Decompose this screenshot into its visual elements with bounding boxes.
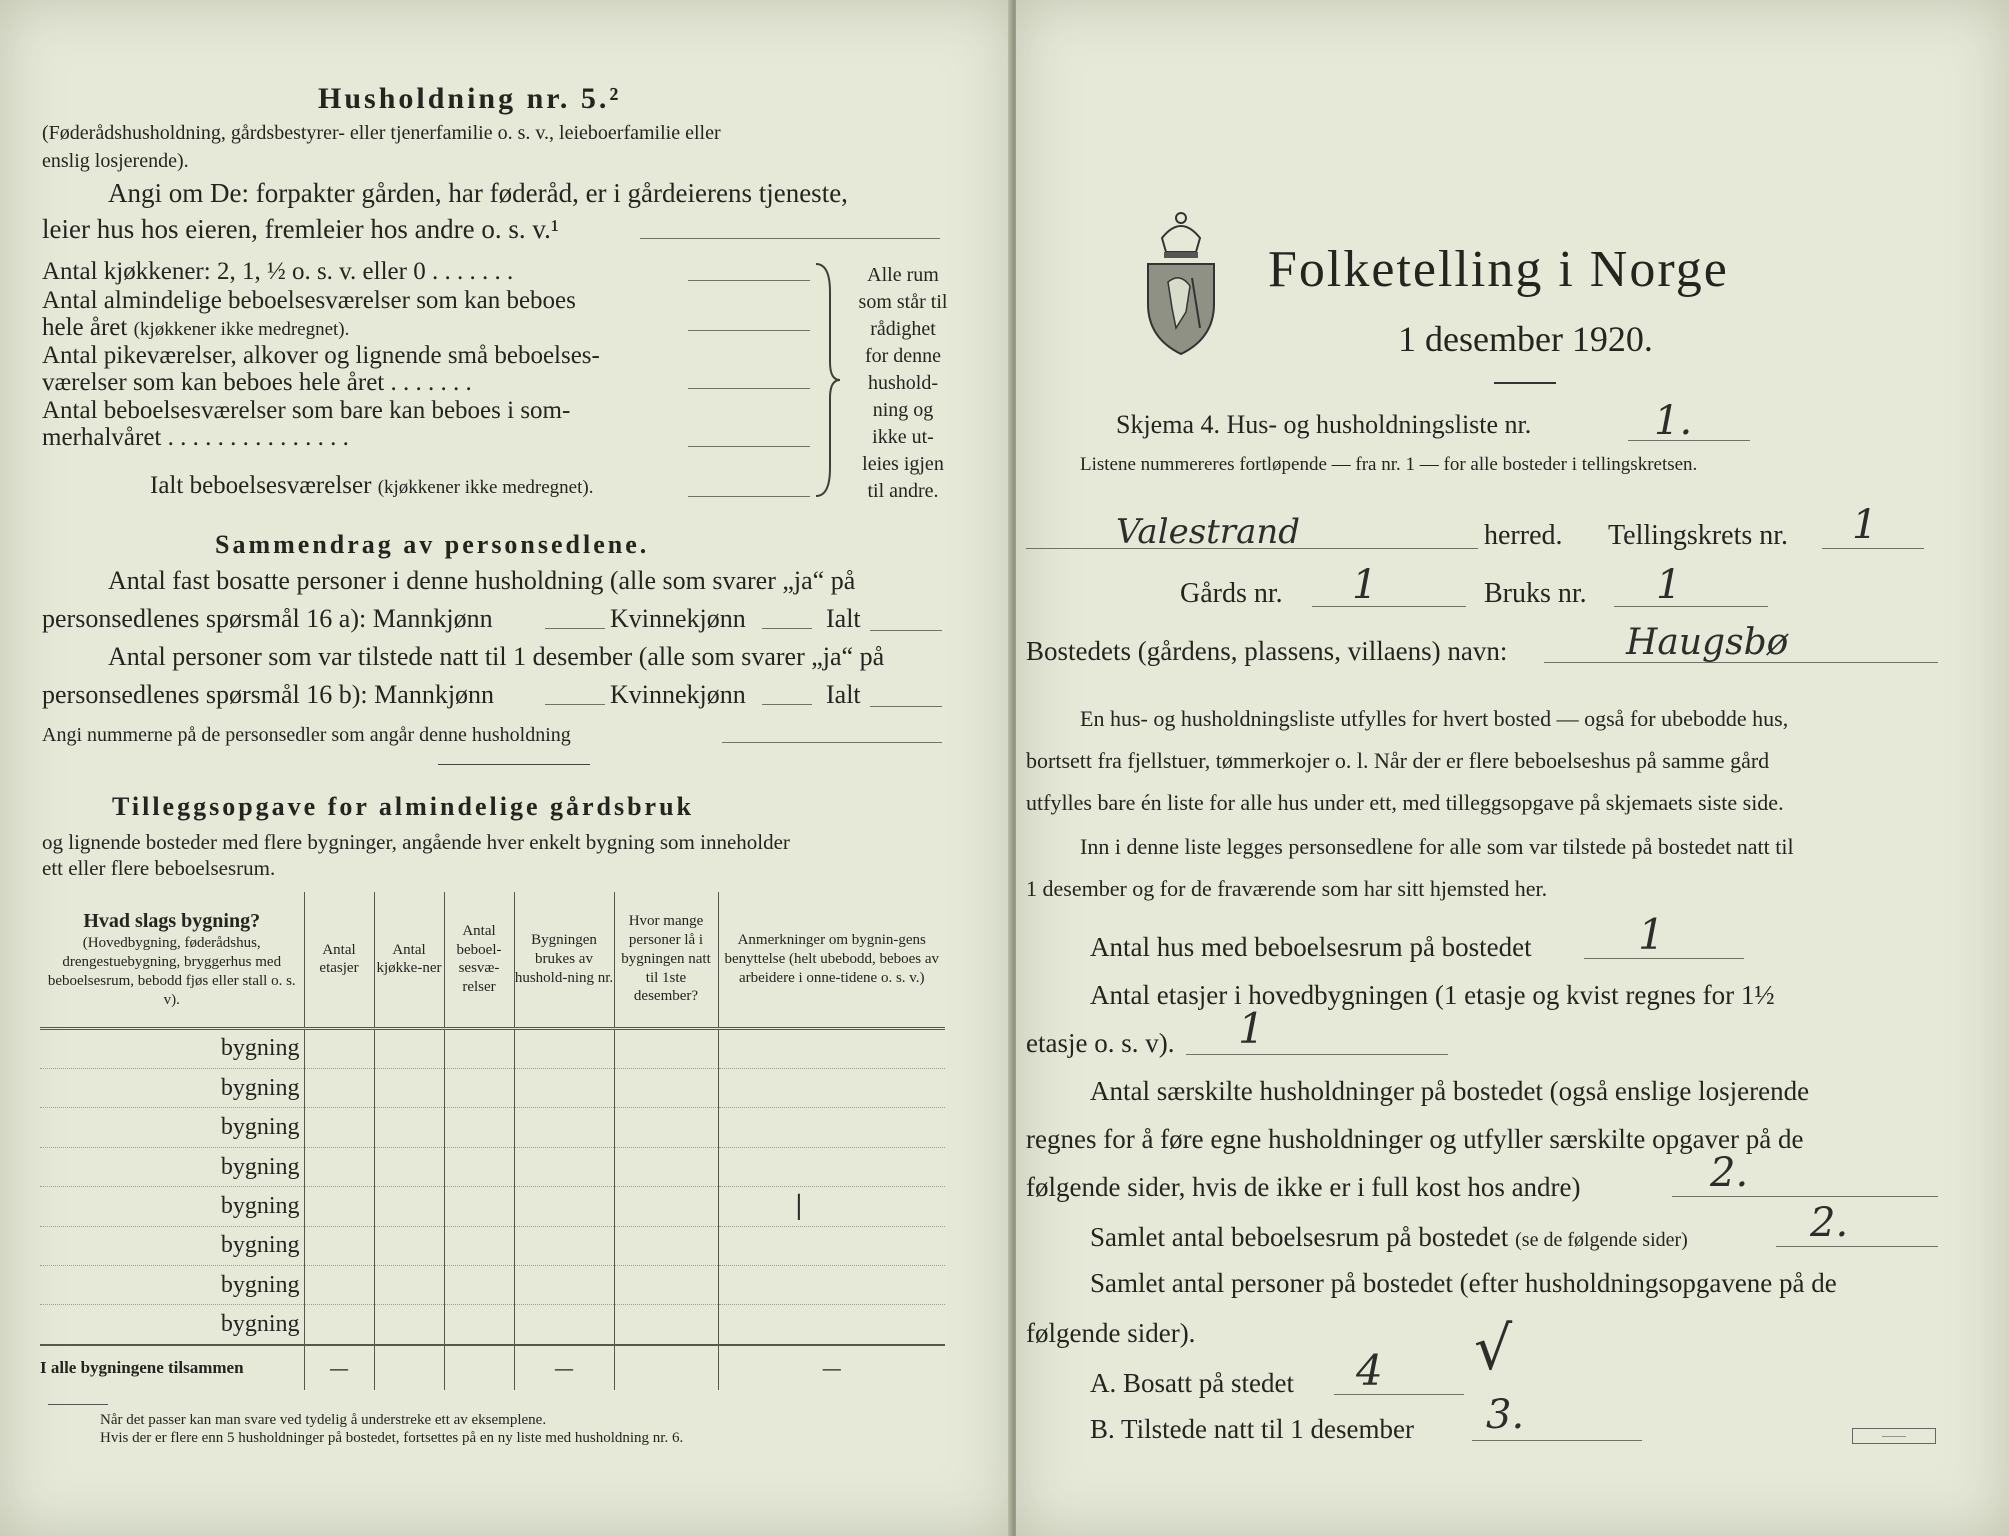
skjema-nr-value: 1.: [1654, 398, 1693, 444]
tilstede-line: [1472, 1440, 1642, 1441]
table-row: [40, 1147, 945, 1186]
brace-icon: [812, 262, 842, 498]
antal-hus-value: 1: [1638, 910, 1665, 959]
tellingskrets-label: Tellingskrets nr.: [1608, 520, 1789, 551]
side-note: Alle rum som står til rådighet for denne hushold- ning og ikke ut- leies igjen til andre.: [858, 264, 948, 502]
title-rule: [1494, 382, 1556, 384]
alm-line-2: hele året (kjøkkener ikke medregnet).: [42, 314, 350, 341]
kvinne-answer-1: [762, 628, 812, 629]
bruks-label: Bruks nr.: [1484, 578, 1587, 609]
header-husholdning-nr: Bygningen brukes av hushold-ning nr.: [514, 892, 614, 1028]
sommer-line-1: Antal beboelsesværelser som bare kan beboes i som-: [42, 397, 571, 424]
nummerne-answer: [722, 742, 942, 743]
printer-stamp: ———: [1852, 1428, 1936, 1444]
header-kjokkener: Antal kjøkke-ner: [374, 892, 444, 1028]
row-label: bygning: [40, 1226, 304, 1265]
row-label: bygning: [40, 1147, 304, 1186]
sommer-line-2: merhalvåret . . . . . . . . . . . . . . .: [42, 424, 349, 451]
right-page: [1016, 0, 2009, 1536]
para1-line2: bortsett fra fjellstuer, tømmerkojer o. l. Når der er flere beboelseshus på samme gård: [1026, 748, 1770, 773]
table-row: [40, 1226, 945, 1265]
total-dash: —: [514, 1345, 614, 1390]
gards-value: 1: [1352, 562, 1378, 608]
main-date: 1 desember 1920.: [1398, 319, 1653, 359]
para2-line1: Inn i denne liste legges personsedlene for alle som var tilstede på bostedet natt til: [1080, 834, 1794, 859]
table-row: [40, 1028, 945, 1068]
answer-line-1: [688, 280, 810, 281]
bosted-label: Bostedets (gårdens, plassens, villaens) navn:: [1026, 636, 1508, 666]
row-label: bygning: [40, 1187, 304, 1226]
header-etasjer: Antal etasjer: [304, 892, 374, 1028]
tillegg-title: Tilleggsopgave for almindelige gårdsbruk: [112, 792, 695, 821]
samlet-rum-line: [1776, 1246, 1938, 1247]
sammendrag-p1-line1: Antal fast bosatte personer i denne husholdning (alle som svarer „ja“ på: [108, 566, 856, 595]
gards-label: Gårds nr.: [1180, 578, 1283, 609]
kjokkener-label: Antal kjøkkener: 2, 1, ½ o. s. v. eller 0 . . . . . . .: [42, 258, 514, 285]
pike-line-2: værelser som kan beboes hele året . . . . . . .: [42, 369, 472, 396]
angi-line-1: Angi om De: forpakter gården, har føderåd, er i gårdeierens tjeneste,: [108, 178, 848, 208]
coat-of-arms-icon: [1142, 208, 1220, 358]
footnote-2: Hvis der er flere enn 5 husholdninger på bostedet, fortsettes på en ny liste med husholdning nr. 6.: [100, 1430, 684, 1446]
saerskilte-line2: regnes for å føre egne husholdninger og utfyller særskilte opgaver på de: [1026, 1124, 1804, 1154]
angi-nummerne: Angi nummerne på de personsedler som angår denne husholdning: [42, 724, 571, 746]
total-row: [40, 1345, 945, 1390]
tellingskrets-line: [1822, 548, 1924, 549]
intro-paren: (Føderådshusholdning, gårdsbestyrer- eller tjenerfamilie o. s. v., leieboerfamilie eller: [42, 122, 721, 144]
ialt-rooms-label: Ialt beboelsesværelser (kjøkkener ikke medregnet).: [150, 472, 594, 499]
bosatt-value: 4: [1356, 1346, 1383, 1395]
mann-answer-2: [545, 704, 605, 705]
saerskilte-line3: følgende sider, hvis de ikke er i full kost hos andre): [1026, 1172, 1581, 1202]
kvinne-answer-2: [762, 704, 812, 705]
header-beboelsesvaerelser: Antal beboel-sesvæ-relser: [444, 892, 514, 1028]
header-personer: Hvor mange personer lå i bygningen natt til 1ste desember?: [614, 892, 718, 1028]
alm-line-1: Antal almindelige beboelsesværelser som kan beboes: [42, 287, 576, 314]
samlet-rum-label: Samlet antal beboelsesrum på bostedet (se de følgende sider): [1090, 1222, 1688, 1252]
bruks-line: [1614, 606, 1768, 607]
etasjer-value: 1: [1238, 1004, 1265, 1053]
samlet-pers-line1: Samlet antal personer på bostedet (efter husholdningsopgavene på de: [1090, 1268, 1837, 1298]
total-dash: —: [304, 1345, 374, 1390]
mann-answer-1: [545, 628, 605, 629]
tillegg-sub-1: og lignende bosteder med flere bygninger, angående hver enkelt bygning som inneholder: [42, 830, 790, 854]
answer-line-3: [688, 388, 810, 389]
etasjer-line1: Antal etasjer i hovedbygningen (1 etasje og kvist regnes for 1½: [1090, 980, 1775, 1010]
herred-label: herred.: [1484, 520, 1563, 551]
samlet-pers-line2: følgende sider).: [1026, 1318, 1196, 1348]
table-row: [40, 1068, 945, 1107]
saerskilte-answer-line: [1672, 1196, 1938, 1197]
tilstede-label: B. Tilstede natt til 1 desember: [1090, 1414, 1414, 1444]
samlet-rum-value: 2.: [1810, 1200, 1849, 1246]
answer-line-2: [688, 330, 810, 331]
check-mark: √: [1474, 1314, 1513, 1384]
herred-line: [1026, 548, 1478, 549]
sammendrag-p2-line2: personsedlenes spørsmål 16 b): Mannkjønn: [42, 680, 495, 709]
para2-line2: 1 desember og for de fraværende som har sitt hjemsted her.: [1026, 876, 1548, 901]
section-divider: [438, 764, 590, 765]
row-label: bygning: [40, 1108, 304, 1147]
ialt-answer-1: [870, 630, 942, 631]
pike-line-1: Antal pikeværelser, alkover og lignende små beboelses-: [42, 342, 600, 369]
angi-answer-line: [640, 238, 940, 239]
table-row: [40, 1108, 945, 1147]
table-row: [40, 1187, 945, 1226]
ialt-answer-2: [870, 706, 942, 707]
footnote-1: Når det passer kan man svare ved tydelig å understreke ett av eksemplene.: [100, 1412, 547, 1428]
table-row: [40, 1305, 945, 1345]
sammendrag-p1-line2: personsedlenes spørsmål 16 a): Mannkjønn: [42, 604, 493, 633]
sammendrag-title: Sammendrag av personsedlene.: [215, 530, 650, 559]
husholdning-title: Husholdning nr. 5.²: [318, 82, 622, 115]
bruks-value: 1: [1656, 562, 1682, 608]
row-label: bygning: [40, 1266, 304, 1305]
bosatt-line: [1334, 1394, 1464, 1395]
saerskilte-line1: Antal særskilte husholdninger på bostedet (også enslige losjerende: [1090, 1076, 1810, 1106]
etasjer-answer-line: [1186, 1054, 1448, 1055]
tilstede-value: 3.: [1486, 1392, 1525, 1438]
row-label: bygning: [40, 1068, 304, 1107]
saerskilte-value: 2.: [1710, 1150, 1749, 1196]
sammendrag-p2-line1: Antal personer som var tilstede natt til 1 desember (alle som svarer „ja“ på: [108, 642, 885, 671]
antal-hus-label: Antal hus med beboelsesrum på bostedet: [1090, 932, 1532, 962]
total-label: I alle bygningene tilsammen: [40, 1345, 304, 1390]
angi-line-2: leier hus hos eieren, fremleier hos andre o. s. v.¹: [42, 214, 559, 244]
answer-line-5: [688, 496, 810, 497]
table-row: [40, 1266, 945, 1305]
kvinne-label-1: Kvinnekjønn: [610, 604, 746, 633]
skjema-label: Skjema 4. Hus- og husholdningsliste nr.: [1116, 410, 1532, 439]
tillegg-sub-2: ett eller flere beboelsesrum.: [42, 856, 276, 880]
main-title: Folketelling i Norge: [1268, 241, 1729, 298]
row-label: bygning: [40, 1305, 304, 1345]
ialt-label-2: Ialt: [826, 680, 861, 709]
header-building-type: Hvad slags bygning? (Hovedbygning, føderådshus, drengestuebygning, bryggerhus med beboelsesrum, bebodd fjøs eller stall o. s. v).: [40, 892, 304, 1028]
bosatt-label: A. Bosatt på stedet: [1090, 1368, 1294, 1398]
kvinne-label-2: Kvinnekjønn: [610, 680, 746, 709]
gards-line: [1312, 606, 1466, 607]
footnote-rule: [48, 1404, 108, 1405]
tellingskrets-value: 1: [1852, 502, 1878, 548]
herred-value: Valestrand: [1116, 512, 1300, 552]
intro-paren-2: enslig losjerende).: [42, 150, 189, 172]
para1-line1: En hus- og husholdningsliste utfylles for hvert bosted — også for ubebodde hus,: [1080, 706, 1789, 731]
header-anmerkninger: Anmerkninger om bygnin-gens benyttelse (helt ubebodd, beboes av arbeidere i onne-tidene o. s. v.): [718, 892, 945, 1028]
ialt-label-1: Ialt: [826, 604, 861, 633]
answer-line-4: [688, 446, 810, 447]
bosted-value: Haugsbø: [1626, 622, 1789, 663]
para1-line3: utfylles bare én liste for alle hus under ett, med tilleggsopgave på skjemaets siste side.: [1026, 790, 1784, 815]
building-table: [40, 892, 945, 1390]
etasjer-line2: etasje o. s. v).: [1026, 1028, 1175, 1058]
listene-note: Listene nummereres fortløpende — fra nr. 1 — for alle bosteder i tellingskretsen.: [1080, 454, 1698, 475]
row-mark: |: [718, 1187, 945, 1226]
total-dash: —: [718, 1345, 945, 1390]
row-label: bygning: [40, 1028, 304, 1068]
